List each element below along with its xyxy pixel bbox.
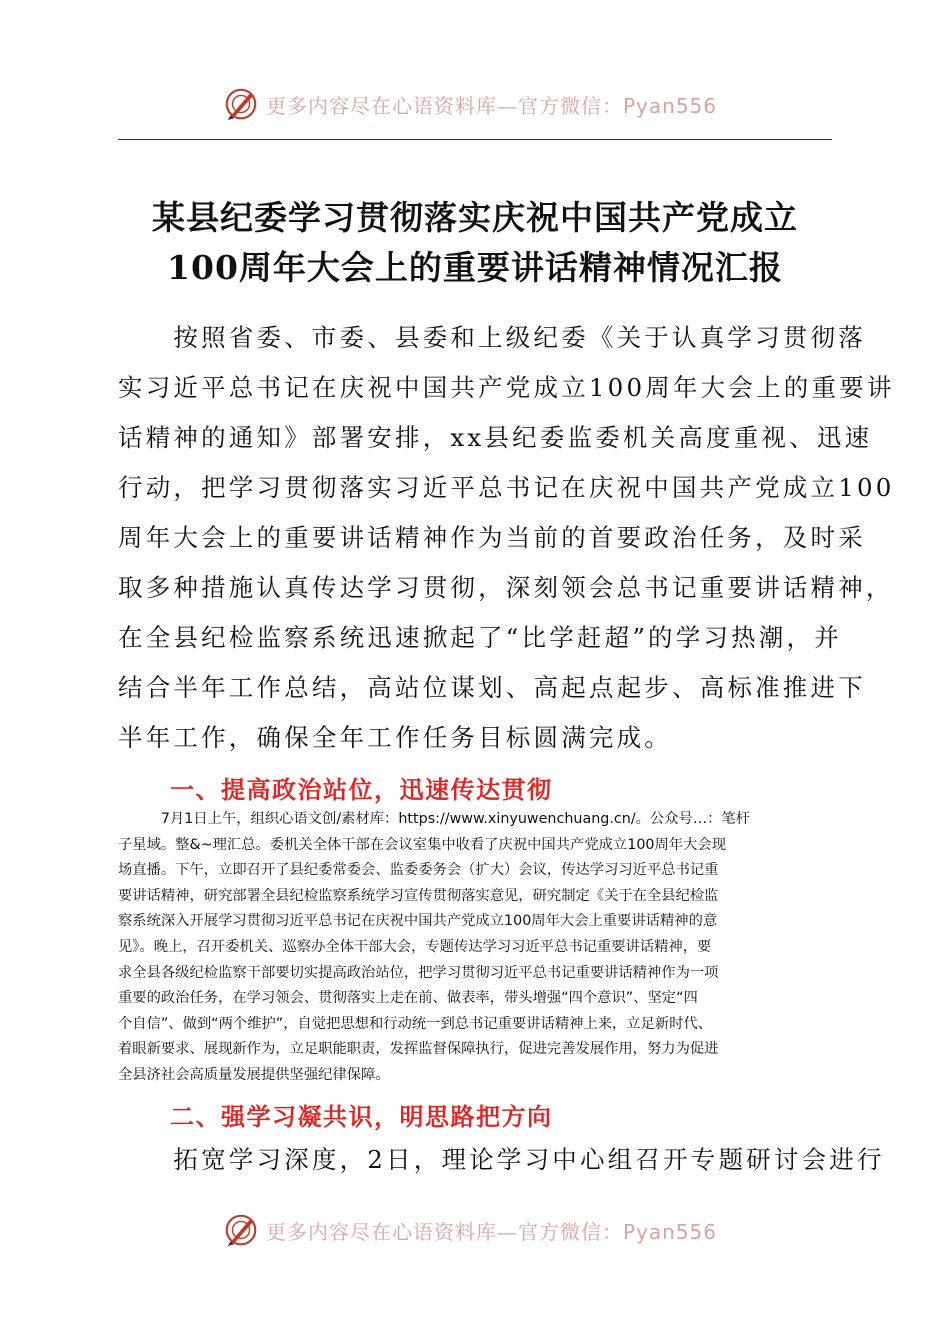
intro-line: 半年工作，确保全年工作任务目标圆满完成。	[118, 723, 672, 752]
banner-prefix: 更多内容尽在心语资料库—官方微信：	[266, 1219, 623, 1244]
banner-text	[266, 1216, 717, 1245]
document-title-line-1: 某县纪委学习贯彻落实庆祝中国共产党成立	[152, 198, 798, 237]
section-2-line: 拓宽学习深度，2日，理论学习中心组召开专题研讨会进行	[118, 1145, 885, 1174]
intro-line: 按照省委、市委、县委和上级纪委《关于认真学习贯彻落	[118, 323, 866, 352]
section-1-line: 着眼新要求、展现新作为，立足职能职责，发挥监督保障执行，促进完善发展作用，努力为促进	[118, 1041, 719, 1057]
intro-line: 实习近平总书记在庆祝中国共产党成立100周年大会上的重要讲	[118, 373, 895, 402]
intro-line: 周年大会上的重要讲话精神作为当前的首要政治任务，及时采	[118, 523, 866, 552]
document-title-line-2: 100周年大会上的重要讲话精神情况汇报	[167, 248, 783, 287]
section-1-line: 个自信”、做到“两个维护”，自觉把思想和行动统一到总书记重要讲话精神上来，立足新时代、	[118, 1016, 713, 1032]
section-1-line: 子星域。整&~理汇总。委机关全体干部在会议室集中收看了庆祝中国共产党成立100周年大会现	[118, 837, 726, 853]
header-watermark-banner	[222, 84, 742, 124]
section-2-heading: 二、强学习凝共识，明思路把方向	[170, 1103, 553, 1131]
section-1-line: 重要的政治任务，在学习领会、贯彻落实上走在前、做表率，带头增强“四个意识”、坚定“四	[118, 990, 698, 1006]
header-divider	[118, 139, 832, 140]
intro-line: 结合半年工作总结，高站位谋划、高起点起步、高标准推进下	[118, 673, 866, 702]
banner-wechat-id: Pyan556	[623, 93, 718, 118]
intro-line: 在全县纪检监察系统迅速掀起了“比学赶超”的学习热潮，并	[118, 623, 842, 652]
section-1-line: 7月1日上午，组织心语文创/素材库：https://www.xinyuwenchuang.cn/。公众号…：笔杆	[118, 811, 751, 827]
banner-prefix: 更多内容尽在心语资料库—官方微信：	[266, 93, 623, 118]
footer-watermark-banner	[222, 1210, 742, 1250]
intro-line: 话精神的通知》部署安排，xx县纪委监委机关高度重视、迅速	[118, 423, 873, 452]
pen-logo-icon	[222, 1211, 260, 1249]
pen-logo-icon	[222, 85, 260, 123]
section-1-line: 场直播。下午，立即召开了县纪委常委会、监委委务会（扩大）会议，传达学习习近平总书记重	[118, 862, 719, 878]
intro-line: 取多种措施认真传达学习贯彻，深刻领会总书记重要讲话精神，	[118, 573, 894, 602]
banner-text	[266, 90, 717, 119]
intro-line: 行动，把学习贯彻落实习近平总书记在庆祝中国共产党成立100	[118, 473, 895, 502]
section-1-line: 全县济社会高质量发展提供坚强纪律保障。	[118, 1067, 390, 1083]
section-1-line: 要讲话精神，研究部署全县纪检监察系统学习宣传贯彻落实意见，研究制定《关于在全县纪检监	[118, 888, 719, 904]
section-1-line: 求全县各级纪检监察干部要切实提高政治站位，把学习贯彻习近平总书记重要讲话精神作为一项	[118, 965, 719, 981]
section-1-heading: 一、提高政治站位，迅速传达贯彻	[170, 776, 553, 804]
section-1-line: 察系统深入开展学习贯彻习近平总书记在庆祝中国共产党成立100周年大会上重要讲话精神的意	[118, 913, 718, 929]
section-1-line: 见》。晚上，召开委机关、巡察办全体干部大会，专题传达学习习近平总书记重要讲话精神，要	[118, 939, 712, 955]
banner-wechat-id: Pyan556	[623, 1219, 718, 1244]
